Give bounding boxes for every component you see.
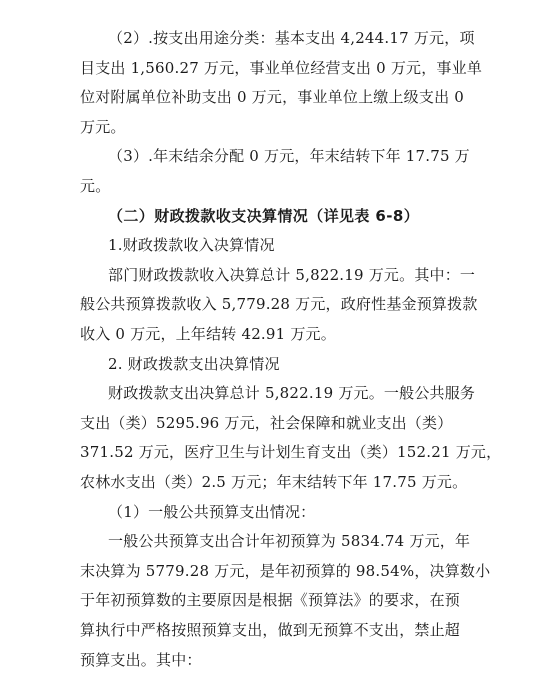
text-line: 算执行中严格按照预算支出，做到无预算不支出，禁止超 [80,621,461,639]
text-line: 末决算为 5779.28 万元，是年初预算的 98.54%，决算数小 [80,561,491,580]
text-line: 收入 0 万元，上年结转 42.91 万元。 [80,325,336,343]
text-line: 位对附属单位补助支出 0 万元，事业单位上缴上级支出 0 [80,88,464,107]
text-line: 部门财政拨款收入决算总计 5,822.19 万元。其中：一 [108,265,476,284]
subsection-heading: （1）一般公共预算支出情况： [108,502,316,521]
text-line: 目支出 1,560.27 万元，事业单位经营支出 0 万元，事业单 [80,58,483,77]
text-line: 般公共预算拨款收入 5,779.28 万元，政府性基金预算拨款 [80,295,478,314]
text-line: （3）.年末结余分配 0 万元，年末结转下年 17.75 万 [108,147,470,166]
text-line: 于年初预算数的主要原因是根据《预算法》的要求，在预 [80,591,461,610]
subsection-heading: 2. 财政拨款支出决算情况 [108,354,280,373]
text-line: 万元。 [80,117,126,136]
text-line: 371.52 万元，医疗卫生与计划生育支出（类）152.21 万元， [80,443,502,462]
subsection-heading: 1.财政拨款收入决算情况 [108,236,275,255]
text-line: 财政拨款支出决算总计 5,822.19 万元。一般公共服务 [108,384,476,403]
text-line: 支出（类）5295.96 万元，社会保障和就业支出（类） [80,413,453,432]
text-line: 元。 [80,177,111,195]
text-line: 农林水支出（类）2.5 万元；年末结转下年 17.75 万元。 [80,473,468,491]
text-line: 预算支出。其中： [80,650,202,669]
section-heading: （二）财政拨款收支决算情况（详见表 6-8） [108,206,420,225]
text-line: 一般公共预算支出合计年初预算为 5834.74 万元，年 [108,532,471,551]
text-line: （2）.按支出用途分类：基本支出 4,244.17 万元，项 [108,29,475,47]
